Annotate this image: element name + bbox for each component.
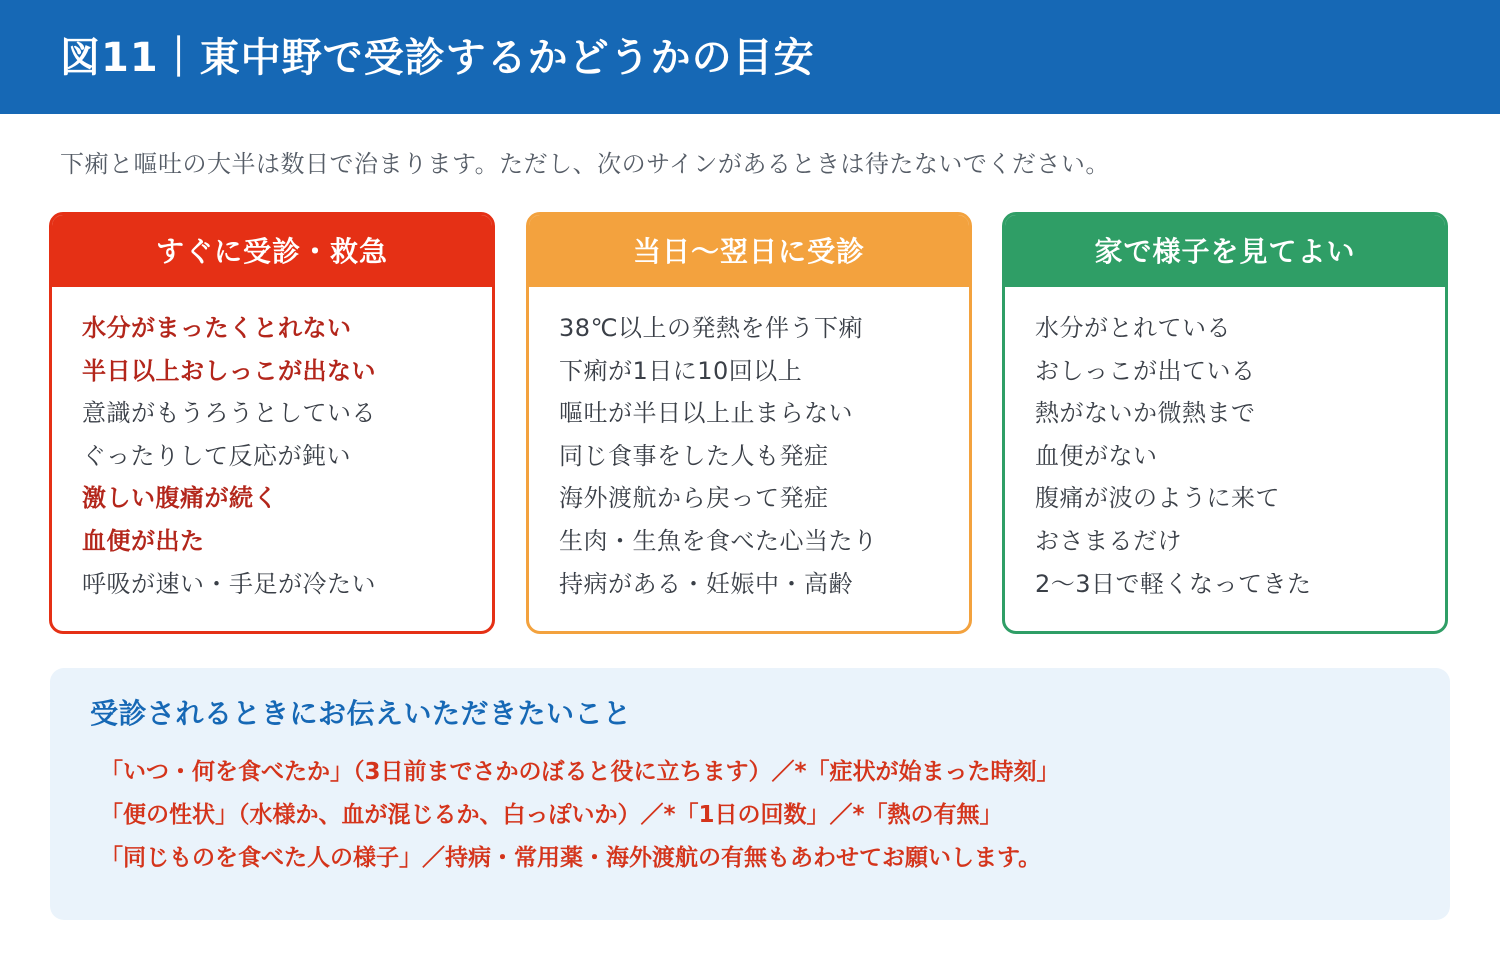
list-item: 腹痛が波のように来て [1035, 484, 1280, 513]
list-item: 海外渡航から戻って発症 [559, 484, 829, 513]
notice-line: 「同じものを食べた人の様子」／持病・常用薬・海外渡航の有無もあわせてお願いします。 [100, 845, 1042, 871]
notice-line: 「便の性状」（水様か、血が混じるか、白っぽいか）／*「1日の回数」／*「熱の有無」 [100, 802, 1003, 828]
list-item: 同じ食事をした人も発症 [559, 441, 829, 470]
header-bar [0, 0, 1500, 114]
notice-lines [100, 751, 1060, 880]
list-item: ぐったりして反応が鈍い [82, 441, 352, 470]
card-same-day-list [529, 287, 969, 605]
page-title: 図11｜東中野で受診するかどうかの目安 [60, 35, 815, 81]
list-item: 血便がない [1035, 441, 1158, 470]
intro-text: 下痢と嘔吐の大半は数日で治まります。ただし、次のサインがあるときは待たないでください。 [60, 150, 1110, 178]
list-item: 生肉・生魚を食べた心当たり [559, 526, 878, 555]
list-item: 呼吸が速い・手足が冷たい [82, 569, 376, 598]
list-item: 血便が出た [82, 526, 205, 555]
list-item: 下痢が1日に10回以上 [559, 356, 803, 385]
list-item: おさまるだけ [1035, 526, 1182, 555]
card-urgent [49, 212, 495, 634]
list-item: 2〜3日で軽くなってきた [1035, 569, 1312, 598]
card-urgent-list [52, 287, 492, 605]
notice-title: 受診されるときにお伝えいただきたいこと [90, 697, 632, 730]
notice-line: 「いつ・何を食べたか」（3日前までさかのぼると役に立ちます）／*「症状が始まった時刻」 [100, 759, 1060, 785]
notice-panel [50, 668, 1450, 920]
list-item: 熱がないか微熱まで [1035, 399, 1256, 428]
list-item: 半日以上おしっこが出ない [82, 356, 376, 385]
list-item: 水分がまったくとれない [82, 314, 352, 342]
list-item: 嘔吐が半日以上止まらない [559, 399, 853, 428]
card-home-care-list [1005, 287, 1445, 605]
card-urgent-title: すぐに受診・救急 [52, 215, 492, 287]
list-item: 意識がもうろうとしている [82, 399, 376, 428]
card-same-day [526, 212, 972, 634]
list-item: 水分がとれている [1035, 314, 1231, 342]
list-item: 38℃以上の発熱を伴う下痢 [559, 314, 863, 342]
card-same-day-title: 当日〜翌日に受診 [529, 215, 969, 287]
list-item: おしっこが出ている [1035, 356, 1256, 385]
list-item: 持病がある・妊娠中・高齢 [559, 569, 853, 598]
list-item: 激しい腹痛が続く [82, 484, 278, 513]
card-home-care-title: 家で様子を見てよい [1005, 215, 1445, 287]
card-home-care [1002, 212, 1448, 634]
